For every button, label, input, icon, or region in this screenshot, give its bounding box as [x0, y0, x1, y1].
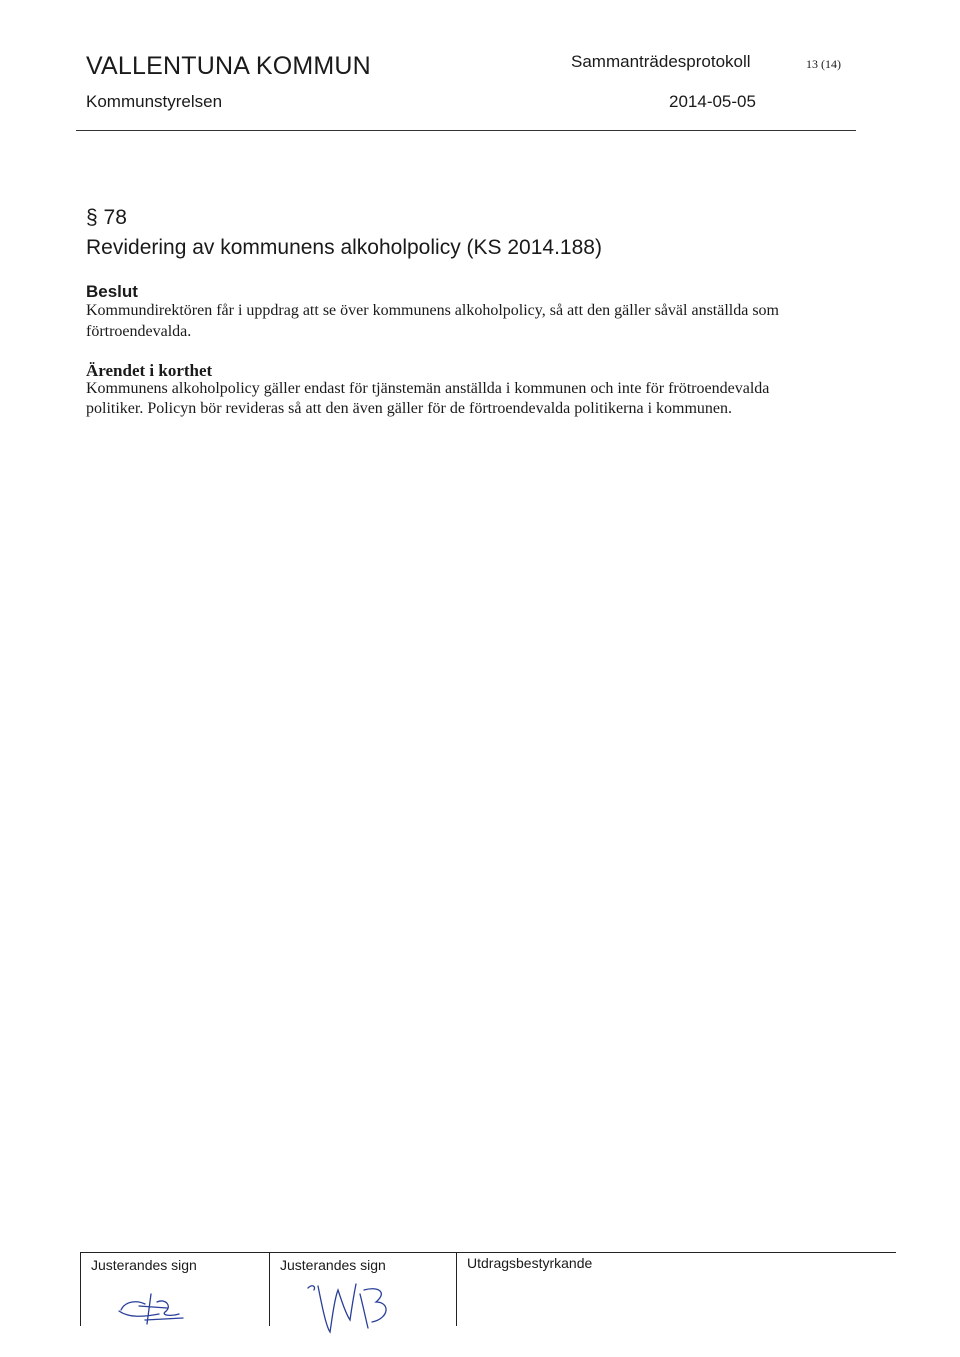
summary-heading: Ärendet i korthet: [86, 361, 213, 380]
summary-text: Kommunens alkoholpolicy gäller endast för tjänstemän anställda i kommunen och inte för frötroendevalda politiker. Policyn bör revideras så att den även gäller för de förtroendevalda politikerna i kommunen.: [86, 380, 770, 417]
signature-cell-3: [456, 1252, 897, 1326]
signature-table: [80, 1252, 896, 1326]
decision-heading: Beslut: [86, 282, 138, 301]
signature-initials-2: [298, 1276, 408, 1336]
department-name: Kommunstyrelsen: [86, 92, 223, 111]
document-type: Sammanträdesprotokoll: [571, 52, 751, 71]
signature-initials-1: [111, 1284, 211, 1326]
meeting-date: 2014-05-05: [669, 92, 756, 111]
organization-name: VALLENTUNA KOMMUN: [86, 52, 371, 80]
section-title: Revidering av kommunens alkoholpolicy (KS 2014.188): [86, 236, 602, 259]
signature-label-2: Justerandes sign: [280, 1257, 386, 1273]
header-divider: [76, 130, 856, 131]
decision-text: Kommundirektören får i uppdrag att se över kommunens alkoholpolicy, så att den gäller såväl anställda som förtroendevalda.: [86, 302, 779, 340]
signature-label-1: Justerandes sign: [91, 1257, 197, 1273]
extract-label: Utdragsbestyrkande: [467, 1255, 593, 1271]
signature-cell-2: [269, 1252, 457, 1326]
paragraph-number: § 78: [86, 206, 127, 229]
page-number: 13 (14): [806, 57, 841, 71]
signature-cell-1: [80, 1252, 270, 1326]
